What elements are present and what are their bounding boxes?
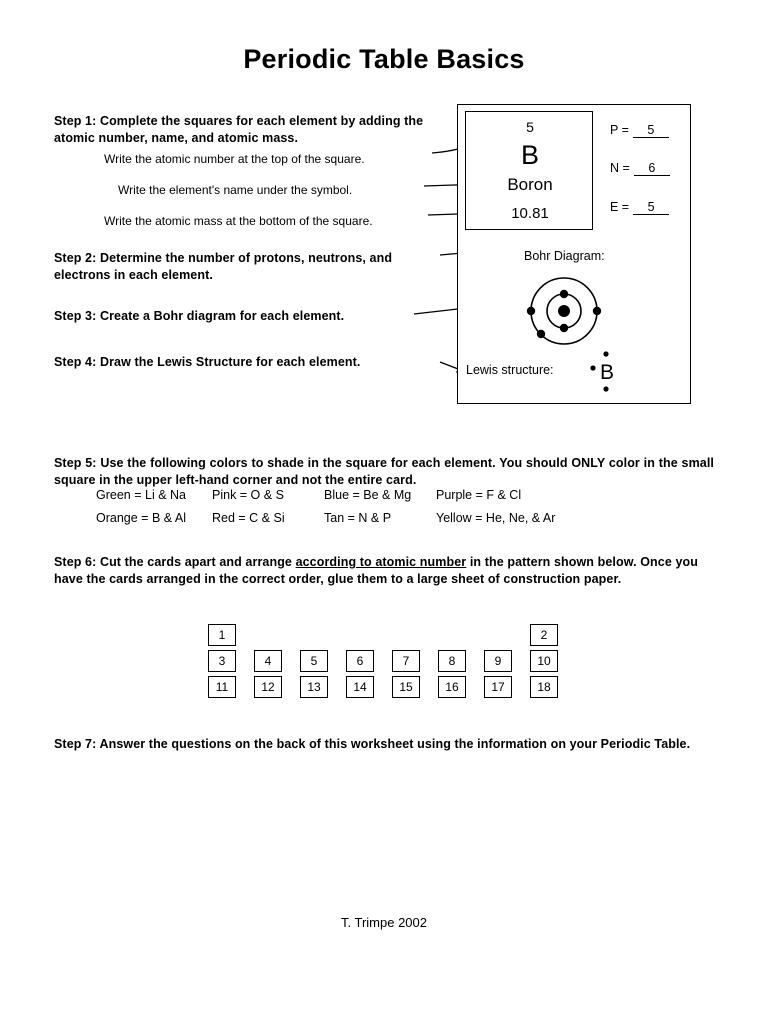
color-key-list <box>96 488 696 534</box>
step-5-text: Step 5: Use the following colors to shade in the square for each element. You should ONLY color in the small square in the upper left-hand corner and not the entire card. <box>54 456 714 487</box>
grid-row <box>208 624 576 646</box>
neutron-count <box>610 161 670 176</box>
step-6-underlined: according to atomic number <box>295 555 467 569</box>
color-key-item: Blue = Be & Mg <box>324 488 412 502</box>
color-key-item: Yellow = He, Ne, & Ar <box>436 511 556 525</box>
lewis-structure-label: Lewis structure: <box>466 363 554 377</box>
grid-cell: 15 <box>392 676 420 698</box>
grid-cell: 9 <box>484 650 512 672</box>
grid-row <box>208 676 576 698</box>
grid-cell: 16 <box>438 676 466 698</box>
element-name: Boron <box>507 175 553 194</box>
grid-row <box>208 650 576 672</box>
grid-cell: 5 <box>300 650 328 672</box>
annotation-element-name: Write the element's name under the symbol. <box>118 183 353 197</box>
step-6-part-a: Step 6: Cut the cards apart and arrange <box>54 555 296 569</box>
color-key-item: Red = C & Si <box>212 511 285 525</box>
document-footer: T. Trimpe 2002 <box>341 915 427 930</box>
step-2-text: Step 2: Determine the number of protons, neutrons, and electrons in each element. <box>54 251 393 282</box>
step-4-text: Step 4: Draw the Lewis Structure for each element. <box>54 355 361 369</box>
grid-cell-empty <box>438 624 466 646</box>
grid-cell: 7 <box>392 650 420 672</box>
periodic-pattern-grid <box>208 624 576 702</box>
annotation-atomic-mass: Write the atomic mass at the bottom of the square. <box>104 214 373 228</box>
electron-value: 5 <box>633 200 669 215</box>
grid-cell-empty <box>300 624 328 646</box>
color-key-item: Orange = B & Al <box>96 511 186 525</box>
page-title: Periodic Table Basics <box>243 44 525 74</box>
grid-cell: 8 <box>438 650 466 672</box>
element-atomic-number: 5 <box>526 119 534 135</box>
annotation-atomic-number: Write the atomic number at the top of the square. <box>104 152 365 166</box>
step-1-text: Step 1: Complete the squares for each element by adding the atomic number, name, and atomic mass. <box>54 114 424 145</box>
proton-count <box>610 123 669 138</box>
proton-value: 5 <box>633 123 669 138</box>
grid-cell: 14 <box>346 676 374 698</box>
grid-cell: 1 <box>208 624 236 646</box>
grid-cell: 18 <box>530 676 558 698</box>
grid-cell: 2 <box>530 624 558 646</box>
bohr-diagram-label: Bohr Diagram: <box>524 249 605 263</box>
proton-label: P = <box>610 123 629 137</box>
grid-cell: 4 <box>254 650 282 672</box>
svg-text:B: B <box>600 361 615 384</box>
step-3-text: Step 3: Create a Bohr diagram for each element. <box>54 309 345 323</box>
color-key-row <box>96 511 696 525</box>
illustration-box <box>457 104 691 404</box>
electron-count <box>610 200 669 215</box>
color-key-item: Pink = O & S <box>212 488 284 502</box>
color-key-item: Purple = F & Cl <box>436 488 522 502</box>
grid-cell: 3 <box>208 650 236 672</box>
grid-cell-empty <box>484 624 512 646</box>
grid-cell-empty <box>346 624 374 646</box>
element-atomic-mass: 10.81 <box>511 205 549 222</box>
element-card <box>465 111 593 230</box>
grid-cell: 13 <box>300 676 328 698</box>
lewis-structure-icon <box>586 349 628 393</box>
element-symbol: B <box>520 140 539 170</box>
step-6-part-b: in the pattern shown below. Once you have the cards arranged in the correct order, glue them to a large sheet of construction paper. <box>54 555 698 586</box>
neutron-label: N = <box>610 161 630 175</box>
color-key-item: Green = Li & Na <box>96 488 186 502</box>
grid-cell: 11 <box>208 676 236 698</box>
grid-cell: 10 <box>530 650 558 672</box>
grid-cell: 12 <box>254 676 282 698</box>
color-key-row <box>96 488 696 502</box>
color-key-item: Tan = N & P <box>324 511 392 525</box>
electron-label: E = <box>610 200 630 214</box>
bohr-diagram-icon <box>526 273 602 349</box>
grid-cell-empty <box>392 624 420 646</box>
neutron-value: 6 <box>634 161 670 176</box>
step-7-text: Step 7: Answer the questions on the back of this worksheet using the information on your Periodic Table. <box>54 737 691 751</box>
grid-cell: 6 <box>346 650 374 672</box>
step-6-text <box>54 554 718 587</box>
grid-cell-empty <box>254 624 282 646</box>
grid-cell: 17 <box>484 676 512 698</box>
